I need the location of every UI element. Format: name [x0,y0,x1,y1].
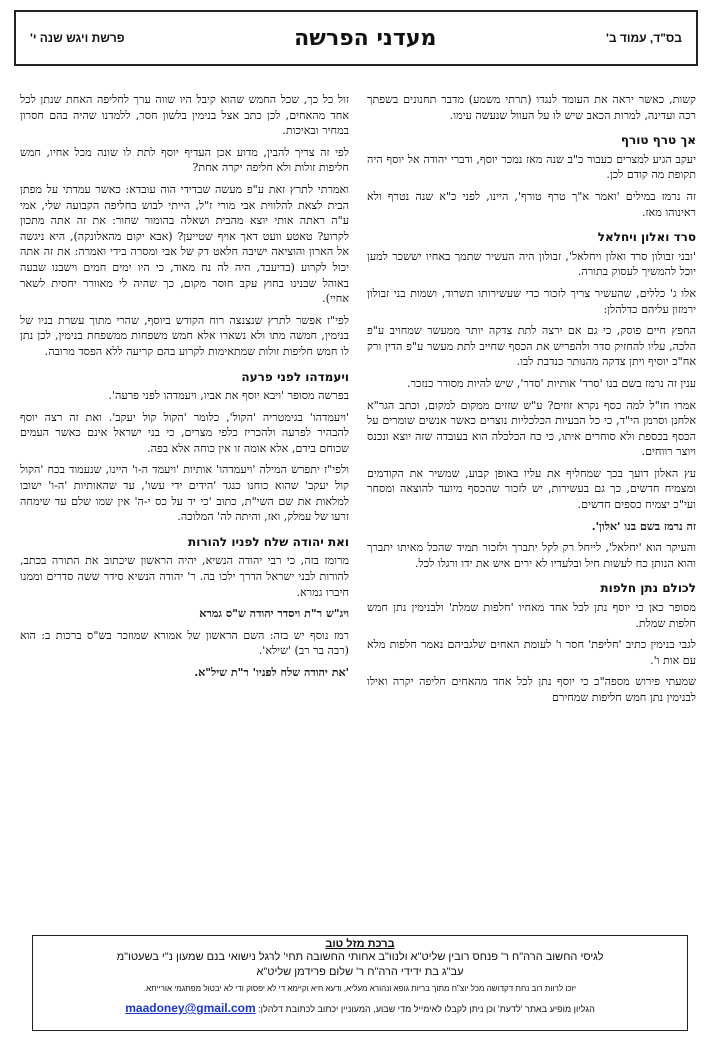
paragraph: מרומז בזה, כי רבי יהודה הנשיא, יהיה הראשון שיכתוב את התורה בכתב, להורות לבני ישראל הדרך ילכו בה. ר' יהודה הנשיא סידר ששה סדרים וממנו חיברו גמרא. [20,554,349,599]
paragraph: ענין זה נרמז בשם בנו 'סרד' אותיות 'סדר', שיש להיות מסודר כנזכר. [407,376,696,390]
paragraph: לפי"ז אפשר לתרץ שנצנצה רוח הקודש ביוסף, שהרי מתוך עשרת בניו של בנימין, חמשה מתו ולא נשארו אלא חמש משפחות ממשפחת בנימין, לכן נתן לו חמש חליפות זולות שמתאימות לקרוע בהם קריעה ללא הפסד מרובה. [20,313,349,358]
paragraph: זה נרמז בשם בנו 'אלון'. [591,519,696,533]
paragraph: ולפי"ז יתפרש המילה 'ויעמדהו' אותיות 'ויעמד ה-ו' היינו, שנעמוד בכח 'הקול קול יעקב' שהוא כוחנו כנגד 'הידים ידי עשו', עד שהאותיות 'ה-ו' ישובו למלאות את שם השי"ת, כתוב 'כי יד על כס י-ה' אין שמו שלם עד שימחה זרעו של עמלק, ואז, והיתה לה' המלוכה. [20,463,349,524]
section-heading: אך טרף טורף [620,133,696,148]
dedication-line: עב"ג בת ידידי הרה"ח ר' שלום פרידמן שליט"א [256,966,464,978]
paragraph: החפץ חיים פוסק, כי גם אם ירצה לתת צדקה יותר ממעשר שמחויב ע"פ הלכה, עליו להחזיק סדר ולהפריש את הכסף שחייב לתת מעשר ע"פ הדין ורק אח"כ יוסיף ויתן צדקה מהנותר כנדבת לבו. [367,324,696,369]
paragraph: יעקב הגיע למצרים כעבור כ"ב שנה מאז נמכר יוסף, ודברי יהודה אל יוסף היה תקופת מה קודם לכן. [367,152,696,182]
paragraph: זול כל כך, שכל החמש שהוא קיבל היו שווה ערך לחליפה האחת שנתן לכל אחד מהאחים, לכן כתב אצל בנימין בלשון חסר, ללמדנו שהיה בהם חסרון במחיר ובאיכות. [20,93,349,138]
paragraph: לגבי בנימין כתיב 'חליפת' חסר ו' לעומת האחים שלגביהם נאמר חלפות מלא עם אות ו'. [367,638,696,667]
paragraph: קשות, כאשר יראה את העומד לנגדו (תרתי משמע) מדבר תחנונים בשפתך רכה ועדינה, למרות הכאב שיש לו על העוול שנעשה עימו. [367,93,696,122]
dedication-box [32,935,688,1031]
blessing-text: יזכו לרוות רוב נחת דקדושה מכל יוצ"ח מתוך בריות גופא ונהורא מעליא, ודעא חיא וקיימא די לא יפסוק ודי לא יבטול מפתגמי אורייתא. [143,984,577,993]
email-link[interactable]: maadoney@gmail.com [125,1001,256,1015]
paragraph: 'את יהודה שלח לפניו' ר"ת שיל"א. [194,666,349,679]
paragraph: מסופר כאן כי יוסף נתן לכל אחד מאחיו 'חלפות שמלת' ולבנימין נתן חמש חלפות שמלת. [367,601,696,630]
subscription-text: הגליון מופיע באתר 'לדעת' וכן ניתן לקבלו לאימייל מדי שבוע, המעוניין יכתוב לכתובת דלהלן: [258,1004,595,1014]
paragraph: אלו ג' כללים, שהעשיר צריך לזכור כדי שעשירותו תשרוד, ושמות בני זבולון ירמזון עליהם כדלהלן: [367,286,696,316]
paragraph: בפרשה מסופר 'ויבא יוסף את אביו, ויעמדהו לפני פרעה'. [108,389,349,403]
paragraph: זה נרמז במילים 'ואמר א"ך טרף טורף', היינו, לפני כ"א שנה נטרף ולא ראינוהו מאז. [367,189,696,219]
section-heading: ויעמדהו לפני פרעה [241,369,349,384]
paragraph: עץ האלון דועך בכך שמחליף את עליו באופן קבוע, שמשיר את הקודמים ומצמיח חדשים, כך גם בעשירות, יש לזכור שהכסף מיועד להוצאה ומסחר ועי"כ יצמיח כספים חדשים. [367,466,696,512]
paragraph: 'ויעמדהו' בגימטריה 'הקול', כלומר 'הקול קול יעקב'. ואת זה רצה יוסף להבהיר לפרעה ולהכריז כלפי מצרים, כי בני ישראל אינם כאשר העמים שכוחם בידם, אלא אומה זו אין כוחה אלא בפה. [20,410,349,455]
paragraph: ואמרתי לתרץ זאת ע"פ מעשה שבדידי הוה עובדא: כאשר עמדתי על מפתן הבית לצאת להלווית אבי מורי ז"ל, הייתי לבוש בחליפה הקבועה שלי, אמי ע"ה ראתה אותי יוצא מהבית ושאלה בהומור שחור: את זה אתה מתכון לקרוע? טאטע וועט דאך אויף שטייען? (אבא יקום מהאלונקה), היא ניגשה אל הארון והוציאה ישיבה חלאט דק של אבי ומסרה בידי ואמרה: את זה אתה יכול לקרוע (בדיעבד, היה לה נח מאוד, כי היו ימים חמים וישבנו שבעה באוהל שבנינו בחוץ עקב חוסר מקום, כך שהיה לי מאוורר יחסית לשאר אחיי). [20,182,349,306]
paragraph: לפי זה צריך להבין, מדוע אכן העדיף יוסף לתת לו שונה מכל אחיו, חמש חליפות זולות ולא חליפה יקרה אחת? [20,145,349,175]
dedication-title: ברכת מזל טוב [325,938,395,950]
parsha-label: פרשת ויגש שנה י' [30,31,125,45]
page-title: מעדני הפרשה [294,25,437,51]
subscription-note [41,1000,679,1017]
left-column [20,92,349,912]
right-column [367,92,696,912]
paragraph: ויג"ש ר"ת ויסדר יהודה ש"ס גמרא [199,607,349,621]
paragraph: והעיקר הוא 'יחלאל', לייחל רק לקל יתברך ולזכור תמיד שהכל מאיתו יתברך והוא הנותן כח לעשות חיל ובלעדיו לא ירים איש את ידו ורגלו לכל. [367,541,696,570]
page-header [14,10,698,66]
paragraph: 'ובני זבולון סרד ואלון ויחלאל', זבולון היה העשיר שתמך באחיו יששכר למען יוכל להמשיך לעסוק בתורה. [367,249,696,279]
page-number-label: בס"ד, עמוד ב' [605,31,682,45]
section-heading: לכולם נתן חלפות [600,581,696,596]
paragraph: שמעתי פירוש מספה"כ כי יוסף נתן לכל אחד מהאחים חליפה יקרה ואילו לבנימין נתן חמש חליפות שמחירם [367,675,696,704]
section-heading: סרד ואלון ויחלאל [597,230,696,245]
dedication-line: לגיסי החשוב הרה"ח ר' פנחס רובין שליט"א ולנוו"ב אחותי החשובה תחי' לרגל נישואי בנם שמעון נ"י בשעטו"מ [116,951,604,963]
section-heading: ואת יהודה שלח לפניו להורות [188,534,349,549]
paragraph: רמז נוסף יש בזה: השם הראשון של אמורא שמוזכר בש"ס ברכות ב: הוא (רבה בר רב) 'שילא'. [20,628,349,658]
paragraph: אמרו חז"ל למה כסף נקרא זוזים? ע"ש שזזים ממקום למקום, וכתב הגר"א אלחנן וסרמן הי"ד, כי כל הבעיות הכלכליות נוצרים כאשר אנשים שומרים על הכסף בכספת ולא סוחרים איתו, כי כח הכלכלה הוא בעובדה שזה יוצא ונכנס ויוצר רווחים. [367,398,696,459]
article-columns [20,92,696,912]
